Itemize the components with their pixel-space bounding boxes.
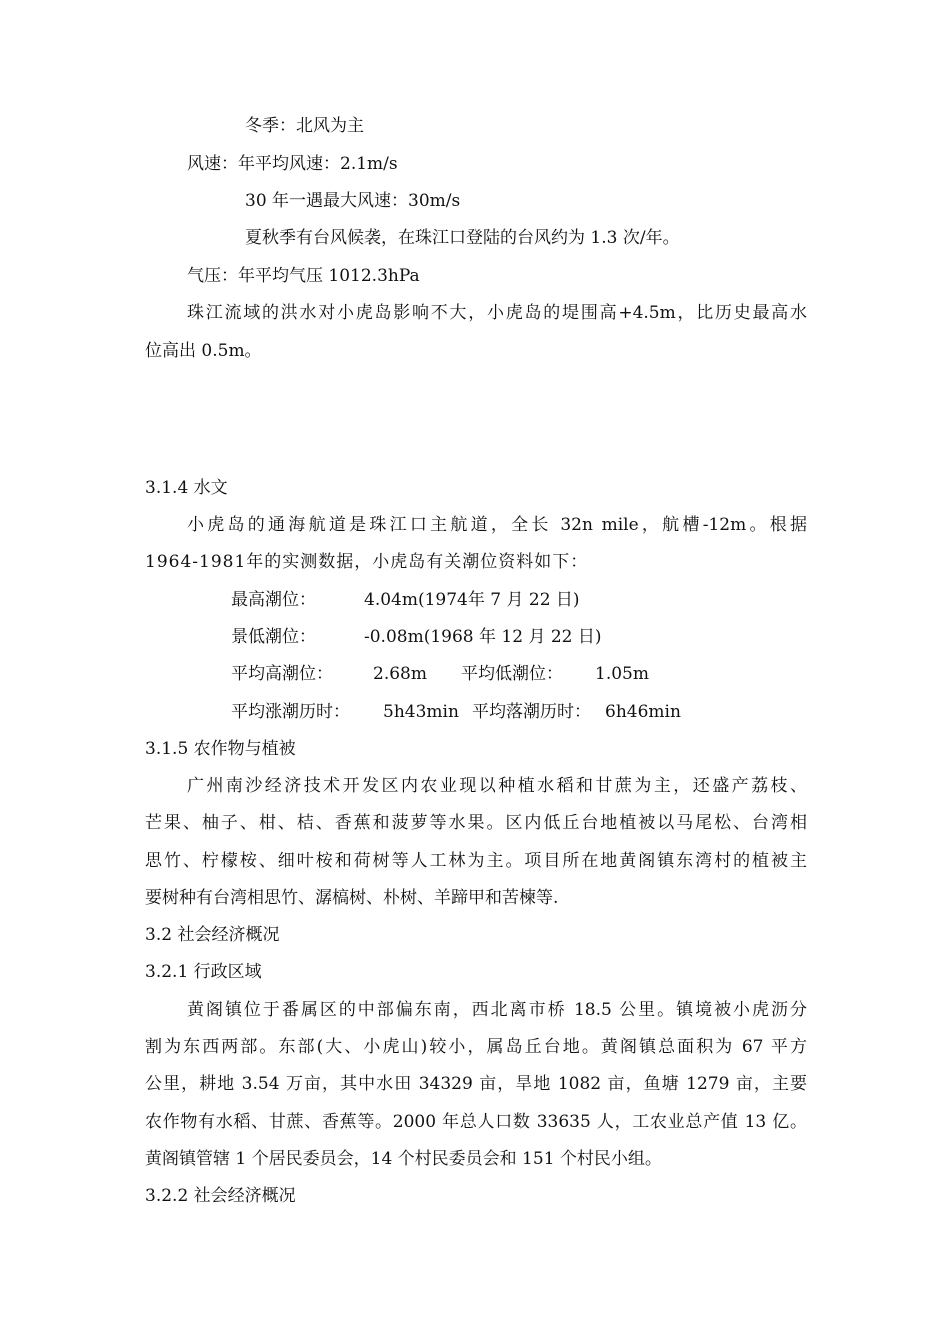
avg-high-tide-value: 2.68m (373, 664, 427, 684)
hydrology-para-line-2: 1964-1981年的实测数据，小虎岛有关潮位资料如下： (145, 552, 589, 572)
avg-low-tide-label: 平均低潮位： (461, 664, 563, 684)
max-tide-value: 4.04m(1974年 7 月 22 日) (364, 590, 580, 610)
fall-duration-value: 6h46min (605, 702, 681, 722)
typhoon-line: 夏秋季有台风候袭，在珠江口登陆的台风约为 1.3 次/年。 (245, 228, 680, 248)
wind-speed-line: 风速：年平均风速：2.1m/s (187, 154, 398, 174)
fall-duration-label: 平均落潮历时： (472, 702, 591, 722)
avg-low-tide-value: 1.05m (595, 664, 649, 684)
admin-line-2: 割为东西两部。东部(大、小虎山)较小，属岛丘台地。黄阁镇总面积为 67 平方 (145, 1037, 807, 1057)
rise-duration-label: 平均涨潮历时： (231, 702, 350, 722)
crops-heading: 3.1.5 农作物与植被 (145, 739, 296, 759)
pressure-line: 气压：年平均气压 1012.3hPa (187, 266, 420, 286)
crops-line-3: 思竹、柠檬桉、细叶桉和荷树等人工林为主。项目所在地黄阁镇东湾村的植被主 (145, 851, 807, 871)
admin-line-3: 公里，耕地 3.54 万亩，其中水田 34329 亩，旱地 1082 亩，鱼塘 1279 亩，主要 (145, 1074, 807, 1094)
min-tide-value: -0.08m(1968 年 12 月 22 日) (364, 627, 602, 647)
crops-line-2: 芒果、柚子、柑、桔、香蕉和菠萝等水果。区内低丘台地植被以马尾松、台湾相 (145, 813, 807, 833)
flood-line-1: 珠江流域的洪水对小虎岛影响不大，小虎岛的堤围高+4.5m，比历史最高水 (187, 303, 807, 323)
min-tide-label: 景低潮位： (231, 627, 316, 647)
admin-heading: 3.2.1 行政区域 (145, 962, 262, 982)
admin-line-4: 农作物有水稻、甘蔗、香蕉等。2000 年总人口数 33635 人，工农业总产值 13 亿。 (145, 1112, 807, 1132)
avg-high-tide-label: 平均高潮位： (231, 664, 333, 684)
hydrology-para-line-1: 小虎岛的通海航道是珠江口主航道，全长 32n mile，航槽-12m。根据 (187, 515, 807, 535)
admin-line-5: 黄阁镇管辖 1 个居民委员会，14 个村民委员会和 151 个村民小组。 (145, 1149, 662, 1169)
flood-line-2: 位高出 0.5m。 (145, 341, 262, 361)
winter-wind-line: 冬季：北风为主 (245, 116, 364, 136)
crops-line-1: 广州南沙经济技术开发区内农业现以种植水稻和甘蔗为主，还盛产荔枝、 (187, 776, 807, 796)
rise-duration-value: 5h43min (383, 702, 459, 722)
max-wind-line: 30 年一遇最大风速：30m/s (245, 191, 461, 211)
econ-heading: 3.2.2 社会经济概况 (145, 1186, 296, 1206)
crops-line-4: 要树种有台湾相思竹、潺槁树、朴树、羊蹄甲和苦楝等. (145, 888, 559, 908)
hydrology-heading: 3.1.4 水文 (145, 478, 228, 498)
max-tide-label: 最高潮位： (231, 590, 316, 610)
admin-line-1: 黄阁镇位于番属区的中部偏东南，西北离市桥 18.5 公里。镇境被小虎沥分 (187, 1000, 807, 1020)
social-heading: 3.2 社会经济概况 (145, 925, 280, 945)
